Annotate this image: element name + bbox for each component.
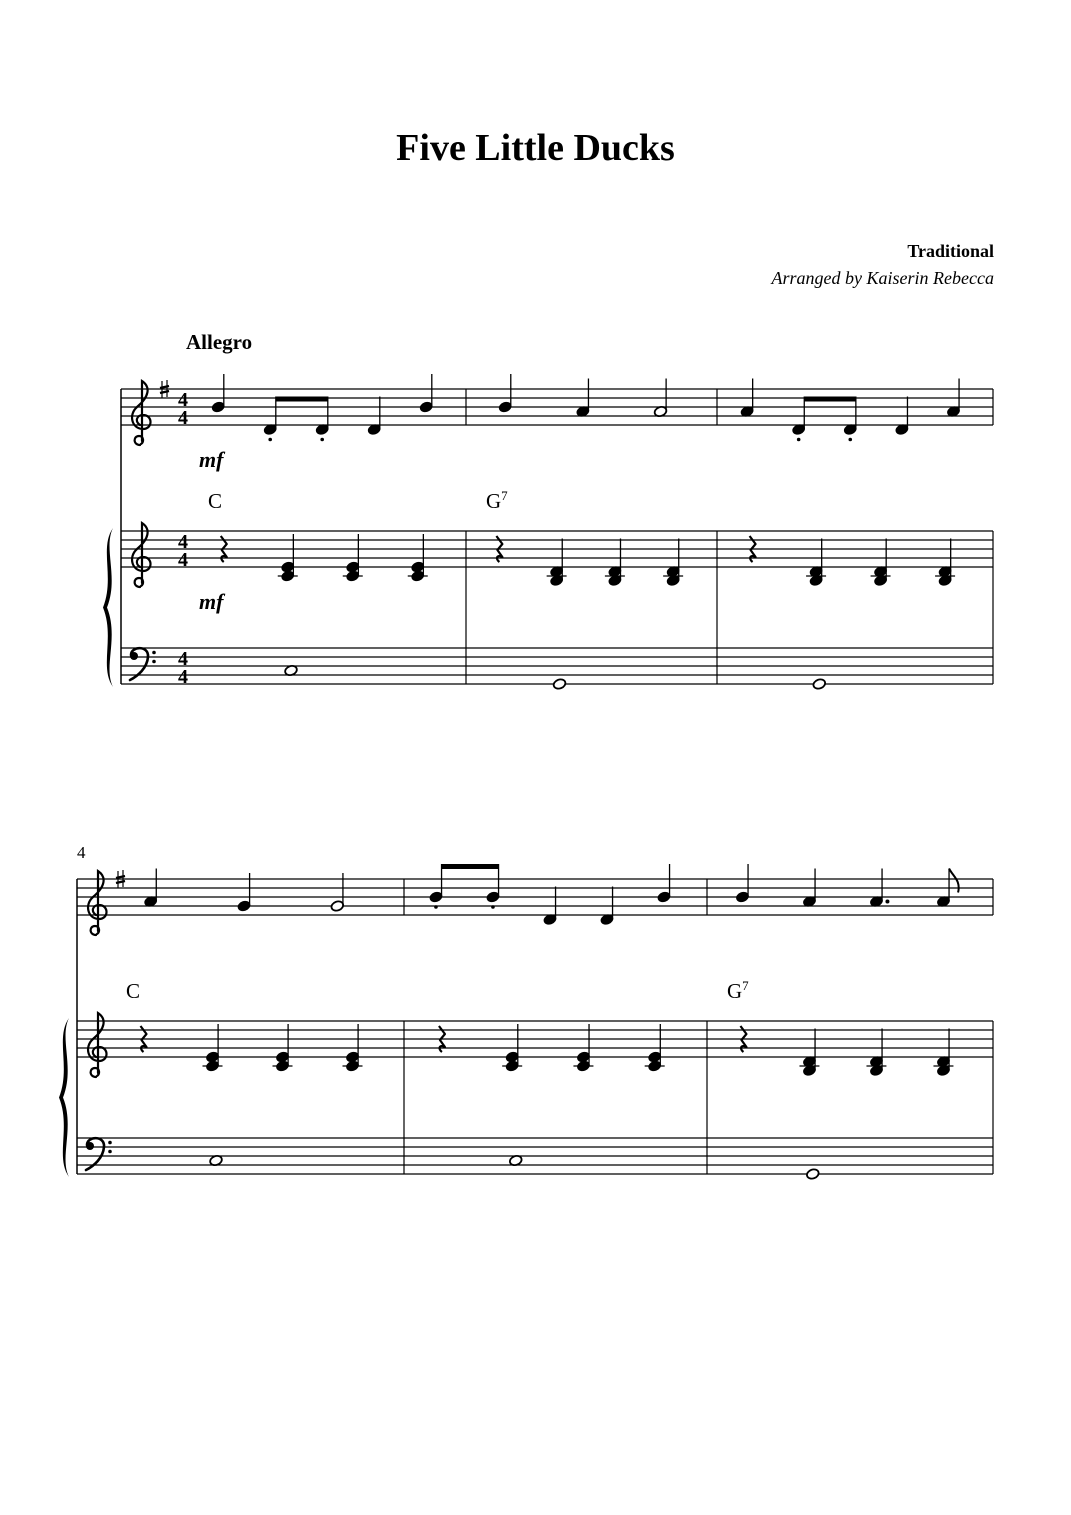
time-signature-numerator: 4 bbox=[178, 531, 188, 553]
time-signature-numerator: 4 bbox=[178, 389, 188, 411]
treble-clef-icon bbox=[132, 381, 150, 445]
chord-symbol: C bbox=[126, 979, 141, 1003]
staccato-dot bbox=[320, 438, 324, 442]
chord-symbol: $G^7$ bbox=[727, 978, 749, 1003]
chord-symbol: C bbox=[208, 489, 223, 513]
piano-brace bbox=[59, 1018, 69, 1177]
augmentation-dot bbox=[885, 900, 889, 904]
bass-clef-upper-dot bbox=[152, 651, 156, 655]
time-signature-numerator: 4 bbox=[178, 648, 188, 670]
composer-credit: Traditional bbox=[907, 241, 994, 261]
treble-clef-icon bbox=[132, 523, 150, 587]
tempo-marking: Allegro bbox=[186, 330, 253, 354]
chord-symbol: $G^7$ bbox=[486, 488, 508, 513]
note-beam bbox=[804, 397, 856, 402]
sharp-bar bbox=[160, 391, 169, 393]
note-head bbox=[812, 678, 826, 690]
note-flag bbox=[949, 869, 959, 893]
score-title: Five Little Ducks bbox=[396, 127, 675, 169]
time-signature-denominator: 4 bbox=[178, 407, 188, 429]
sharp-bar bbox=[160, 386, 169, 388]
staccato-dot bbox=[268, 438, 272, 442]
staccato-dot bbox=[491, 905, 495, 909]
dynamic-marking: mf bbox=[199, 589, 224, 614]
arranger-credit: Arranged by Kaiserin Rebecca bbox=[771, 268, 994, 288]
bass-clef-upper-dot bbox=[108, 1141, 112, 1145]
time-signature-denominator: 4 bbox=[178, 666, 188, 688]
treble-clef-icon bbox=[88, 871, 106, 935]
bass-clef-lower-dot bbox=[152, 660, 156, 664]
staccato-dot bbox=[848, 438, 852, 442]
staccato-dot bbox=[434, 905, 438, 909]
piano-brace bbox=[103, 528, 113, 687]
note-head bbox=[806, 1168, 820, 1180]
staccato-dot bbox=[797, 438, 801, 442]
sharp-bar bbox=[116, 881, 125, 883]
treble-clef-icon bbox=[88, 1013, 106, 1077]
sharp-bar bbox=[116, 876, 125, 878]
note-beam bbox=[442, 864, 499, 869]
time-signature-denominator: 4 bbox=[178, 549, 188, 571]
note-beam bbox=[276, 397, 328, 402]
measure-number: 4 bbox=[77, 843, 86, 862]
bass-clef-lower-dot bbox=[108, 1150, 112, 1154]
note-head bbox=[552, 678, 566, 690]
dynamic-marking: mf bbox=[199, 447, 224, 472]
